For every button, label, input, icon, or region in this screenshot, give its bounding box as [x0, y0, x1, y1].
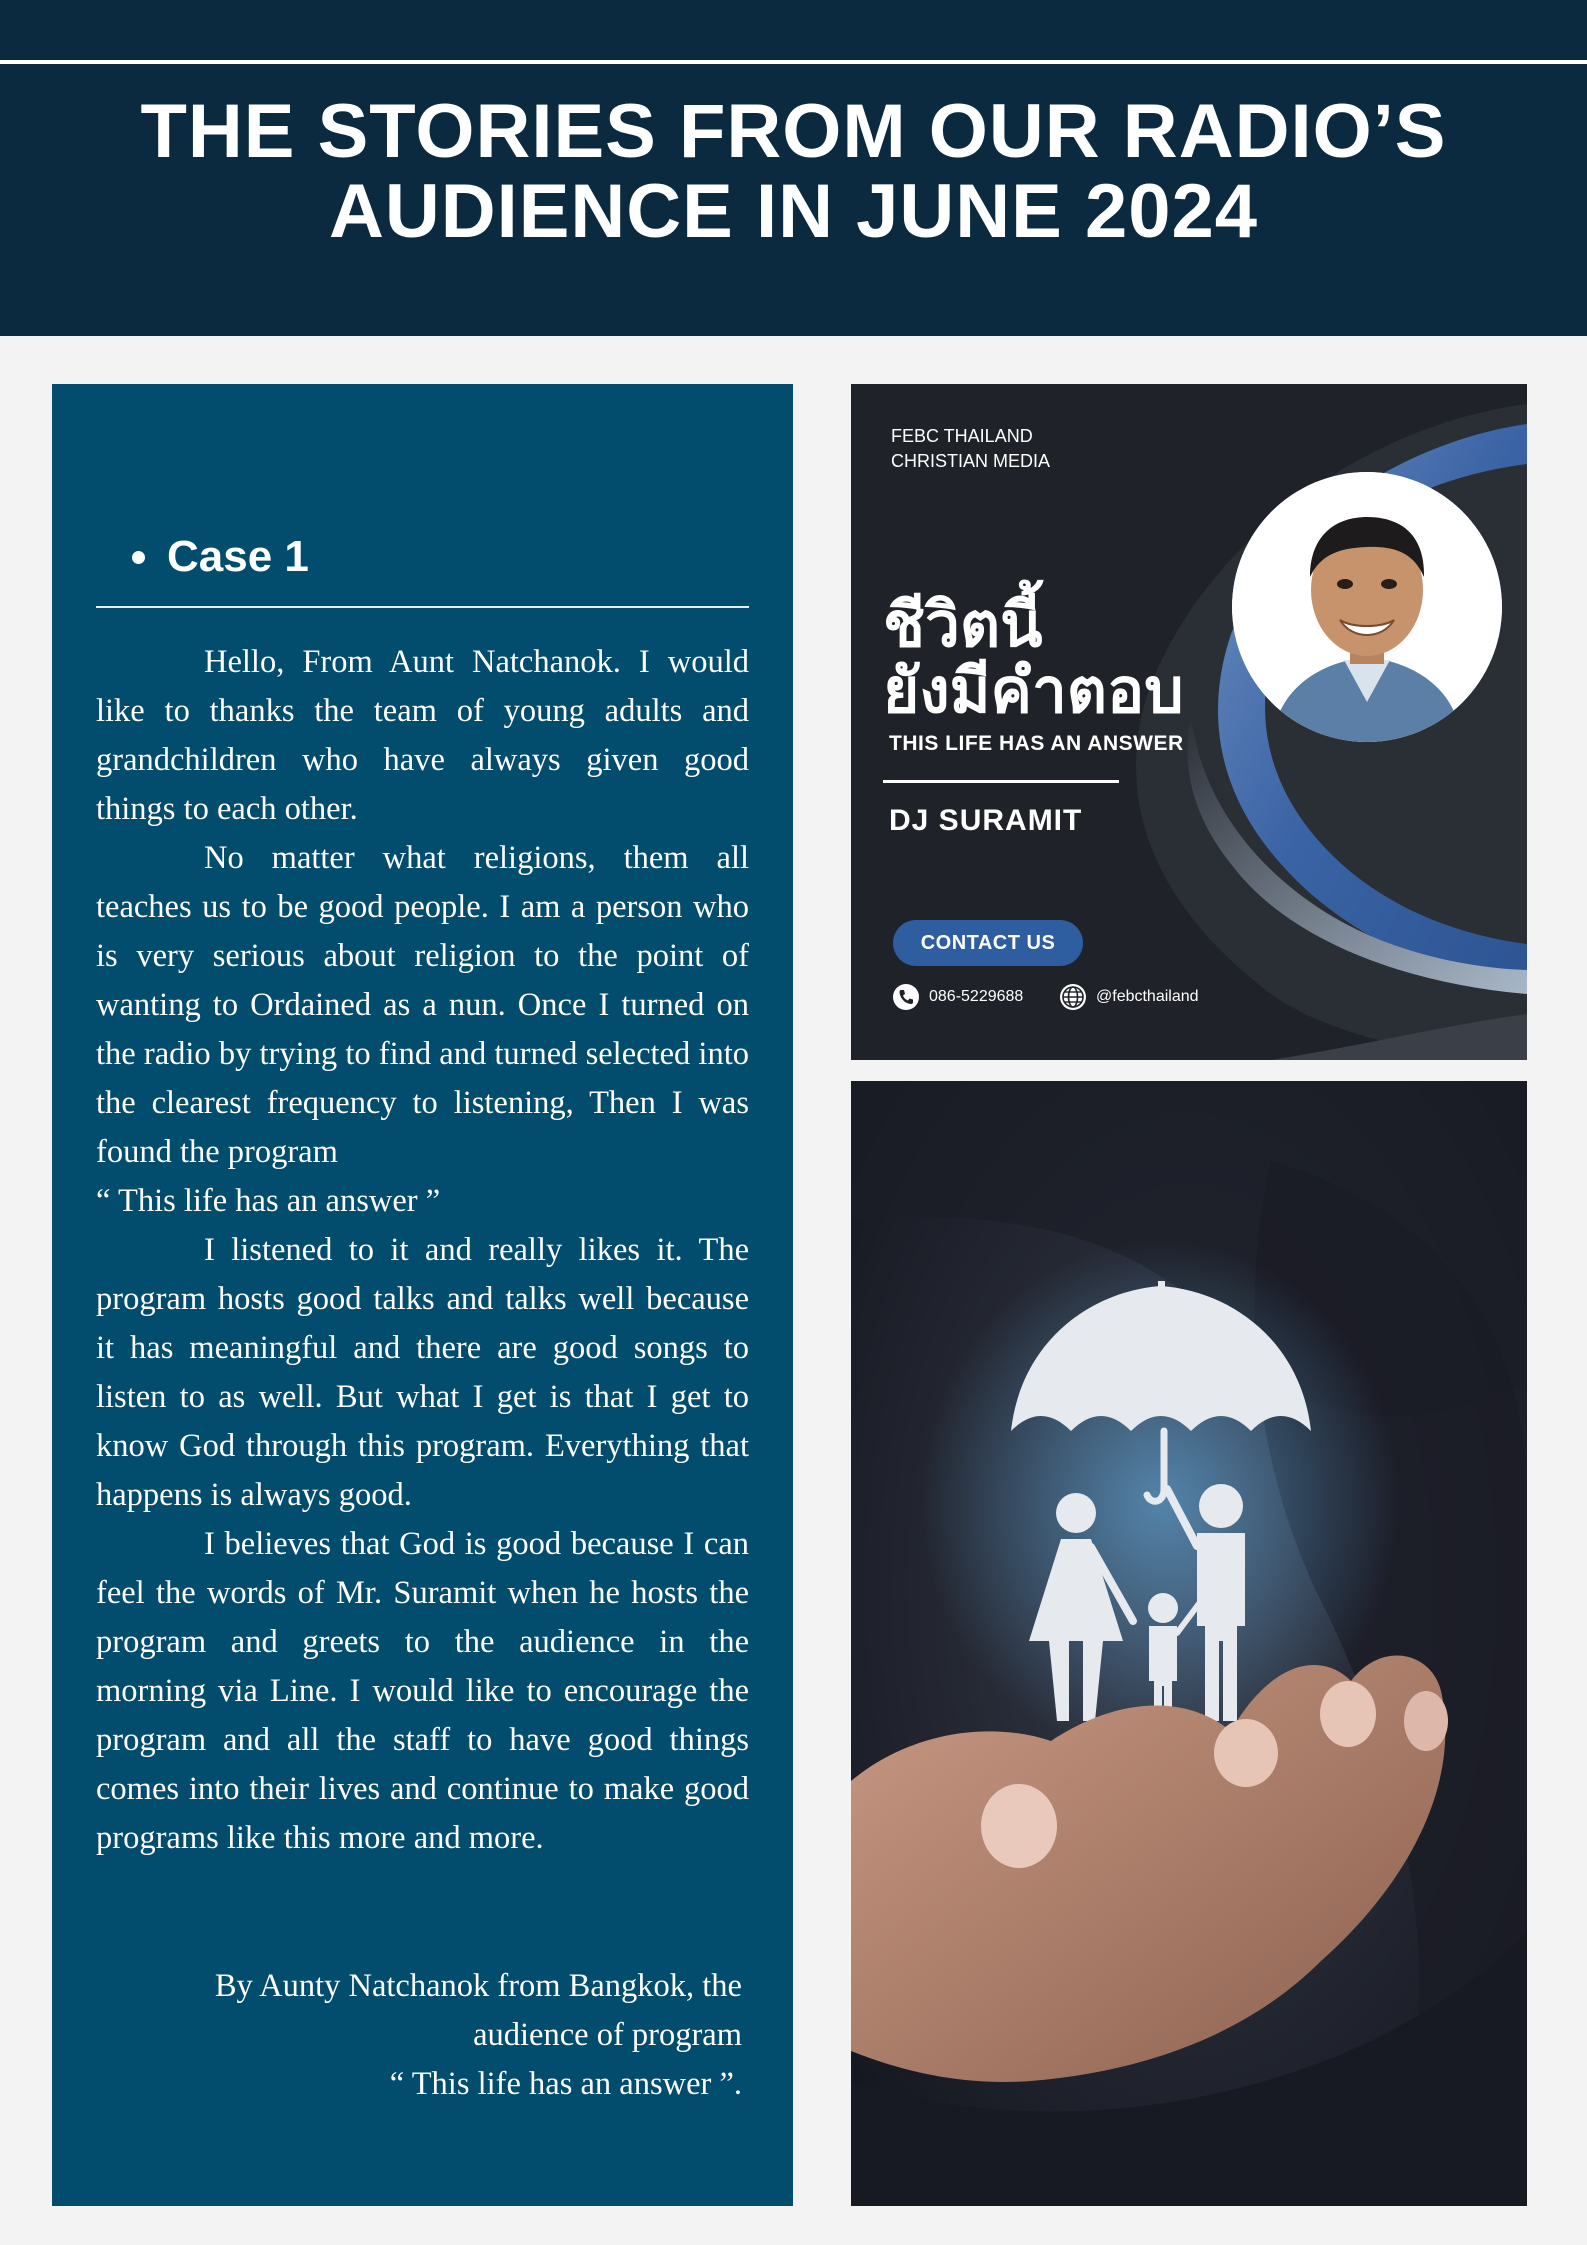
family-umbrella-hand-icon	[851, 1081, 1527, 2206]
social-contact	[1059, 982, 1199, 1012]
story-paragraph: No matter what religions, them all teaches us to be good people. I am a person who is very serious about religion to the point of wanting to Ordained as a nun. Once I turned on the radio by trying to find and turned selected into the clearest frequency to listening, Then I was found the program	[96, 840, 749, 1170]
story-panel	[52, 384, 793, 2206]
thai-title: ชีวิตนี้	[883, 588, 1043, 661]
case-divider	[96, 606, 749, 608]
dj-name: DJ SURAMIT	[889, 804, 1083, 837]
story-paragraph: I believes that God is good because I can feel the words of Mr. Suramit when he hosts the program and greets to the audience in the morning via Line. I would like to encourage the program and all the staff to have good things comes into their lives and continue to make good programs like this more and more.	[96, 1526, 749, 1856]
signature-line: By Aunty Natchanok from Bangkok, the	[214, 1968, 742, 2004]
brand-line: CHRISTIAN MEDIA	[891, 451, 1051, 471]
thai-title: ยังมีคำตอบ	[883, 654, 1184, 727]
bullet-icon	[132, 551, 145, 564]
header-banner	[0, 0, 1587, 336]
case-label: Case 1	[167, 532, 309, 581]
brand-line: FEBC THAILAND	[891, 426, 1033, 446]
phone-icon	[892, 983, 920, 1011]
family-protection-photo	[851, 1081, 1527, 2206]
program-tagline: THIS LIFE HAS AN ANSWER	[889, 732, 1184, 755]
globe-icon	[1059, 983, 1087, 1011]
story-body	[96, 638, 749, 1863]
phone-contact	[892, 982, 1023, 1012]
case-heading	[132, 532, 309, 582]
signature-line: audience of program	[473, 2017, 742, 2053]
contact-us-button[interactable]: CONTACT US	[893, 920, 1083, 966]
story-signature	[96, 1962, 742, 2109]
header-rule	[0, 60, 1587, 64]
phone-number: 086-5229688	[929, 988, 1024, 1005]
program-name: “ This life has an answer ”	[96, 1183, 441, 1219]
page-title-line2: AUDIENCE IN JUNE 2024	[328, 169, 1259, 254]
story-paragraph: I listened to it and really likes it. The program hosts good talks and talks well because it has meaningful and there are good songs to listen to as well. But what I get is that I get to know God through this program. Everything that happens is always good.	[96, 1232, 749, 1513]
promo-divider	[883, 780, 1119, 783]
program-promo-card	[851, 384, 1527, 1060]
signature-line: “ This life has an answer ”.	[389, 2066, 742, 2102]
page-title	[40, 89, 1547, 254]
host-portrait	[1232, 472, 1502, 742]
story-paragraph: Hello, From Aunt Natchanok. I would like to thanks the team of young adults and grandchildren who have always given good things to each other.	[96, 644, 749, 827]
social-handle: @febcthailand	[1096, 988, 1199, 1005]
page-title-line1: THE STORIES FROM OUR RADIO’S	[140, 89, 1447, 174]
